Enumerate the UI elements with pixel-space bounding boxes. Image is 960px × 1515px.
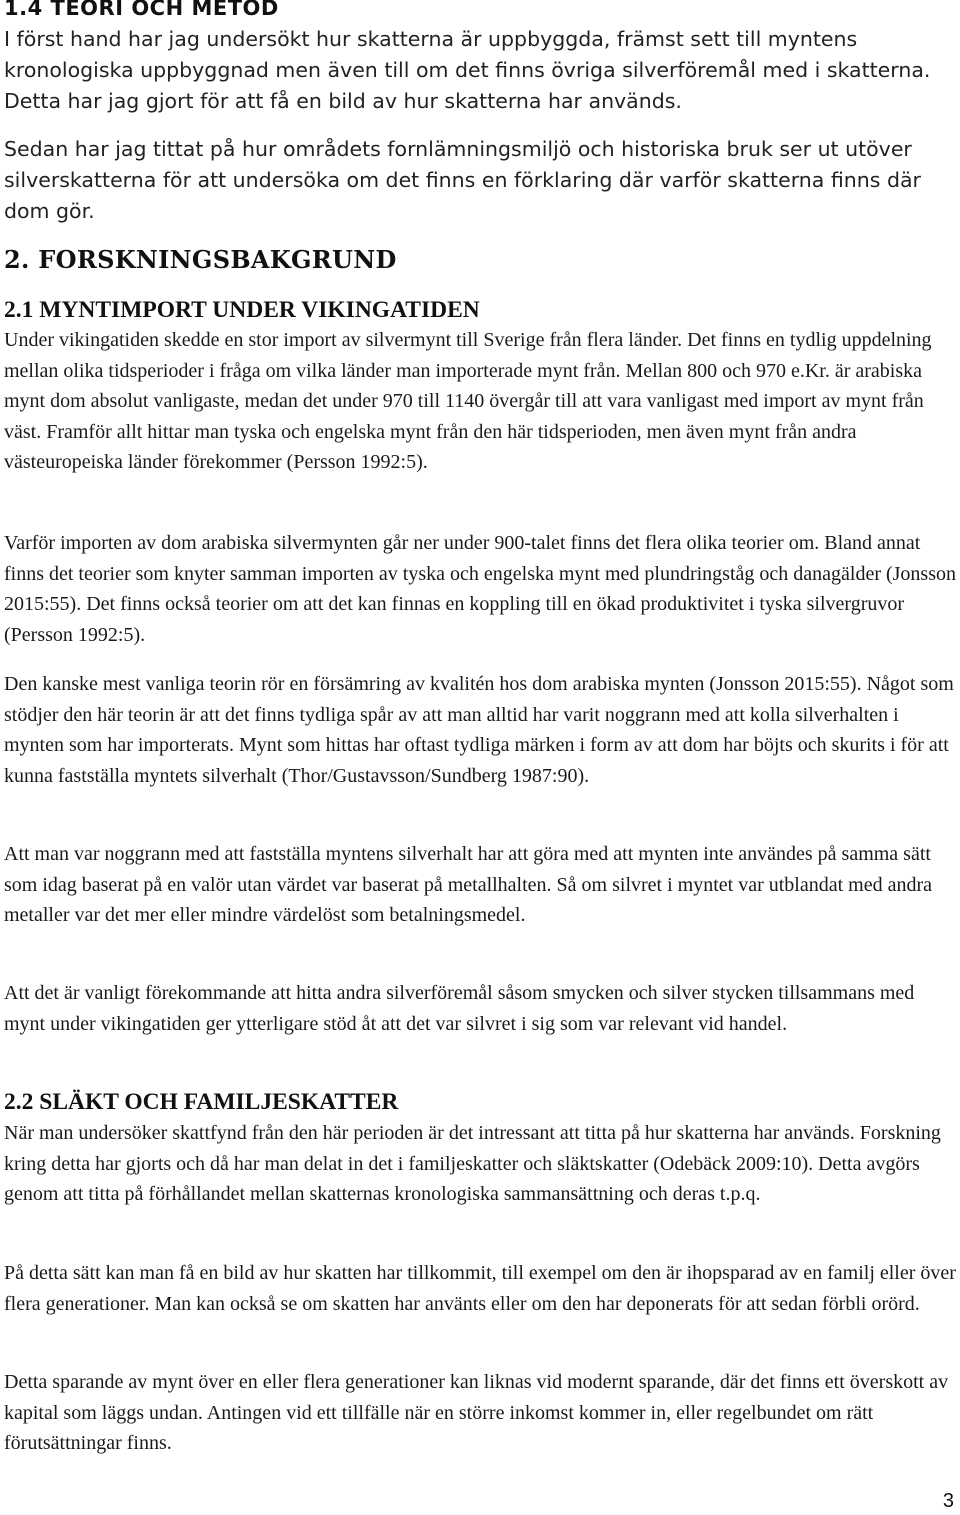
- paragraph: Varför importen av dom arabiska silvermynten går ner under 900-talet finns det flera olika teorier om. Bland annat finns det teorier som knyter samman importen av tyska och engelska mynt med plundringståg och danagälder (Jonsson 2015:55). Det finns också teorier om att det kan finnas en koppling till en ökad produktivitet i tyska silvergruvor (Persson 1992:5).: [4, 532, 957, 646]
- paragraph: Den kanske mest vanliga teorin rör en försämring av kvalitén hos dom arabiska mynten (Jonsson 2015:55). Något som stödjer den här teorin är att det finns tydliga spår av att man alltid har varit noggrann med att kolla silverhalten i mynten som har importerats. Mynt som hittas har oftast tydliga märken i form av att dom har böjts och skurits i för att kunna fastställa myntets silverhalt (Thor/Gustavsson/Sundberg 1987:90).: [4, 673, 954, 787]
- paragraph: Detta sparande av mynt över en eller flera generationer kan liknas vid modernt sparande, där det finns ett överskott av kapital som läggs undan. Antingen vid ett tillfälle när en större inkomst kommer in, eller regelbundet om rätt förutsättningar finns.: [4, 1371, 949, 1455]
- paragraph: När man undersöker skattfynd från den här perioden är det intressant att titta på hur skatterna har används. Forskning kring detta har gjorts och då har man delat in det i familjeskatter och släktskatter (Odebäck 2009:10). Detta avgörs genom att titta på förhållandet mellan skatternas kronologiska sammansättning och deras t.p.q.: [4, 1122, 941, 1206]
- section-heading-1-4: 1.4 TEORI OCH METOD: [4, 0, 279, 20]
- section-heading-2-2: 2.2 SLÄKT OCH FAMILJESKATTER: [4, 1089, 399, 1115]
- section-heading-2-1: 2.1 MYNTIMPORT UNDER VIKINGATIDEN: [4, 297, 480, 323]
- paragraph: Under vikingatiden skedde en stor import av silvermynt till Sverige från flera länder. Det finns en tydlig uppdelning mellan olika tidsperioder i fråga om vilka länder man importerade mynt från. Mellan 800 och 970 e.Kr. är arabiska mynt dom absolut vanligaste, medan det under 970 till 1140 övergår till att vara vanligast med import av mynt från väst. Framför allt hittar man tyska och engelska mynt från den här tidsperioden, men även mynt från andra västeuropeiska länder förekommer (Persson 1992:5).: [4, 329, 932, 474]
- paragraph: På detta sätt kan man få en bild av hur skatten har tillkommit, till exempel om den är ihopsparad av en familj eller över flera generationer. Man kan också se om skatten har använts eller om den har deponerats för att sedan förbli orörd.: [4, 1262, 956, 1315]
- section-heading-2: 2. FORSKNINGSBAKGRUND: [4, 245, 397, 274]
- paragraph: Att det är vanligt förekommande att hitta andra silverföremål såsom smycken och silver stycken tillsammans med mynt under vikingatiden ger ytterligare stöd åt att det var silvret i sig som var relevant vid handel.: [4, 982, 915, 1035]
- paragraph: Sedan har jag tittat på hur områdets fornlämningsmiljö och historiska bruk ser ut utöver silverskatterna för att undersöka om det finns en förklaring där varför skatterna finns där dom gör.: [4, 137, 921, 223]
- page-number: 3: [942, 1490, 954, 1512]
- paragraph: Att man var noggrann med att fastställa myntens silverhalt har att göra med att mynten inte användes på samma sätt som idag baserat på en valör utan värdet var baserat på metallhalten. Så om silvret i myntet var utblandat med andra metaller var det mer eller mindre värdelöst som betalningsmedel.: [4, 843, 933, 927]
- paragraph: I först hand har jag undersökt hur skatterna är uppbyggda, främst sett till myntens kronologiska uppbyggnad men även till om det finns övriga silverföremål med i skatterna. Detta har jag gjort för att få en bild av hur skatterna har används.: [4, 27, 931, 113]
